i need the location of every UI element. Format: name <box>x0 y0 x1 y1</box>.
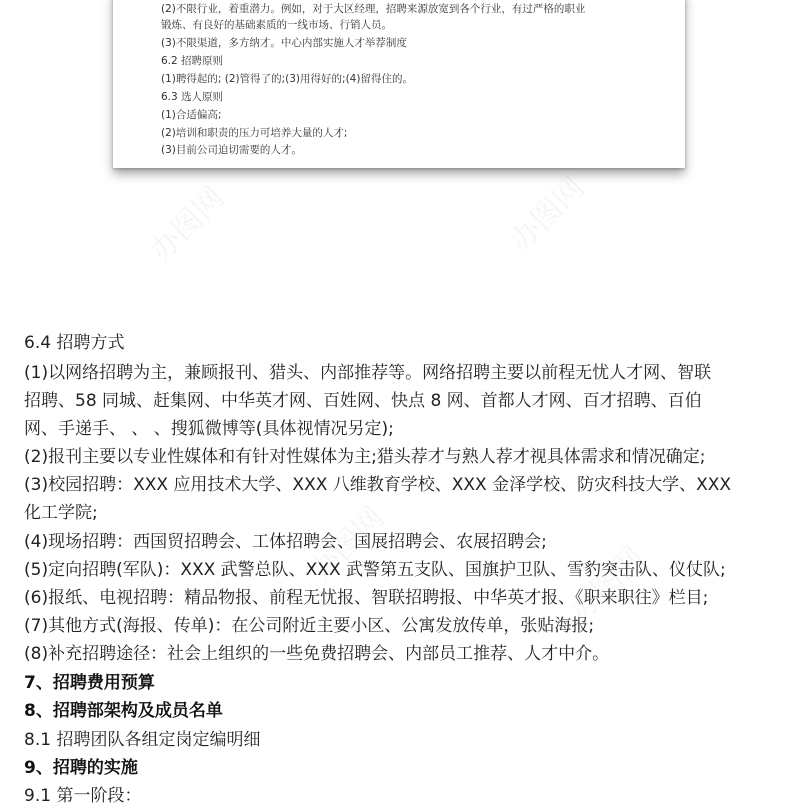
subsection-heading-8-1: 8.1 招聘团队各组定岗定编明细 <box>24 730 261 750</box>
paragraph-line: (6)报纸、电视招聘：精品物报、前程无忧报、智联招聘报、中华英才报、《职来职往》栏目; <box>24 588 709 608</box>
paragraph-line: 招聘、58 同城、赶集网、中华英才网、百姓网、快点 8 网、首都人才网、百才招聘、百伯 <box>24 391 702 411</box>
section-heading-8: 8、招聘部架构及成员名单 <box>24 701 223 721</box>
paragraph-line: (4)现场招聘：西国贸招聘会、工体招聘会、国展招聘会、农展招聘会; <box>24 532 547 552</box>
paragraph-line: (3)校园招聘：XXX 应用技术大学、XXX 八维教育学校、XXX 金泽学校、防灾科技大学、XXX <box>24 475 732 495</box>
paragraph-line: (5)定向招聘(军队)：XXX 武警总队、XXX 武警第五支队、国旗护卫队、雪豹突击队、仪仗队; <box>24 560 726 580</box>
preview-heading: 6.2 招聘原则 <box>161 55 224 67</box>
watermark: 办图网 <box>503 170 592 259</box>
previous-page-preview <box>113 0 685 168</box>
paragraph-line: (2)报刊主要以专业性媒体和有针对性媒体为主;猎头荐才与熟人荐才视具体需求和情况确定; <box>24 447 706 467</box>
watermark: 办图网 <box>143 180 232 269</box>
preview-line: (2)培训和职责的压力可培养大量的人才; <box>161 127 348 139</box>
preview-line: (2)不限行业，着重潜力。例如，对于大区经理，招聘来源放宽到各个行业，有过严格的职业 <box>161 3 586 15</box>
paragraph-line: (1)以网络招聘为主，兼顾报刊、猎头、内部推荐等。网络招聘主要以前程无忧人才网、智联 <box>24 363 712 383</box>
preview-line: (1)聘得起的; (2)管得了的;(3)用得好的;(4)留得住的。 <box>161 73 413 85</box>
paragraph-line: (7)其他方式(海报、传单)：在公司附近主要小区、公寓发放传单，张贴海报; <box>24 616 595 636</box>
preview-heading: 6.3 选人原则 <box>161 91 224 103</box>
watermark: 办图网 <box>303 500 392 589</box>
section-heading-7: 7、招聘费用预算 <box>24 673 155 693</box>
paragraph-line: 化工学院; <box>24 503 98 523</box>
section-heading-9: 9、招聘的实施 <box>24 758 138 778</box>
preview-line: (3)目前公司迫切需要的人才。 <box>161 144 302 156</box>
preview-line: (1)合适偏高; <box>161 109 222 121</box>
subsection-heading-9-1: 9.1 第一阶段： <box>24 786 142 806</box>
paragraph-line: (8)补充招聘途径：社会上组织的一些免费招聘会、内部员工推荐、人才中介。 <box>24 644 610 664</box>
watermark: 办图网 <box>563 540 652 629</box>
section-heading-6-4: 6.4 招聘方式 <box>24 333 125 353</box>
preview-line: (3)不限渠道，多方纳才。中心内部实施人才举荐制度 <box>161 37 407 49</box>
preview-line: 锻炼、有良好的基础素质的一线市场、行销人员。 <box>161 19 392 31</box>
paragraph-line: 网、手递手、 、 、搜狐微博等(具体视情况另定); <box>24 419 394 439</box>
